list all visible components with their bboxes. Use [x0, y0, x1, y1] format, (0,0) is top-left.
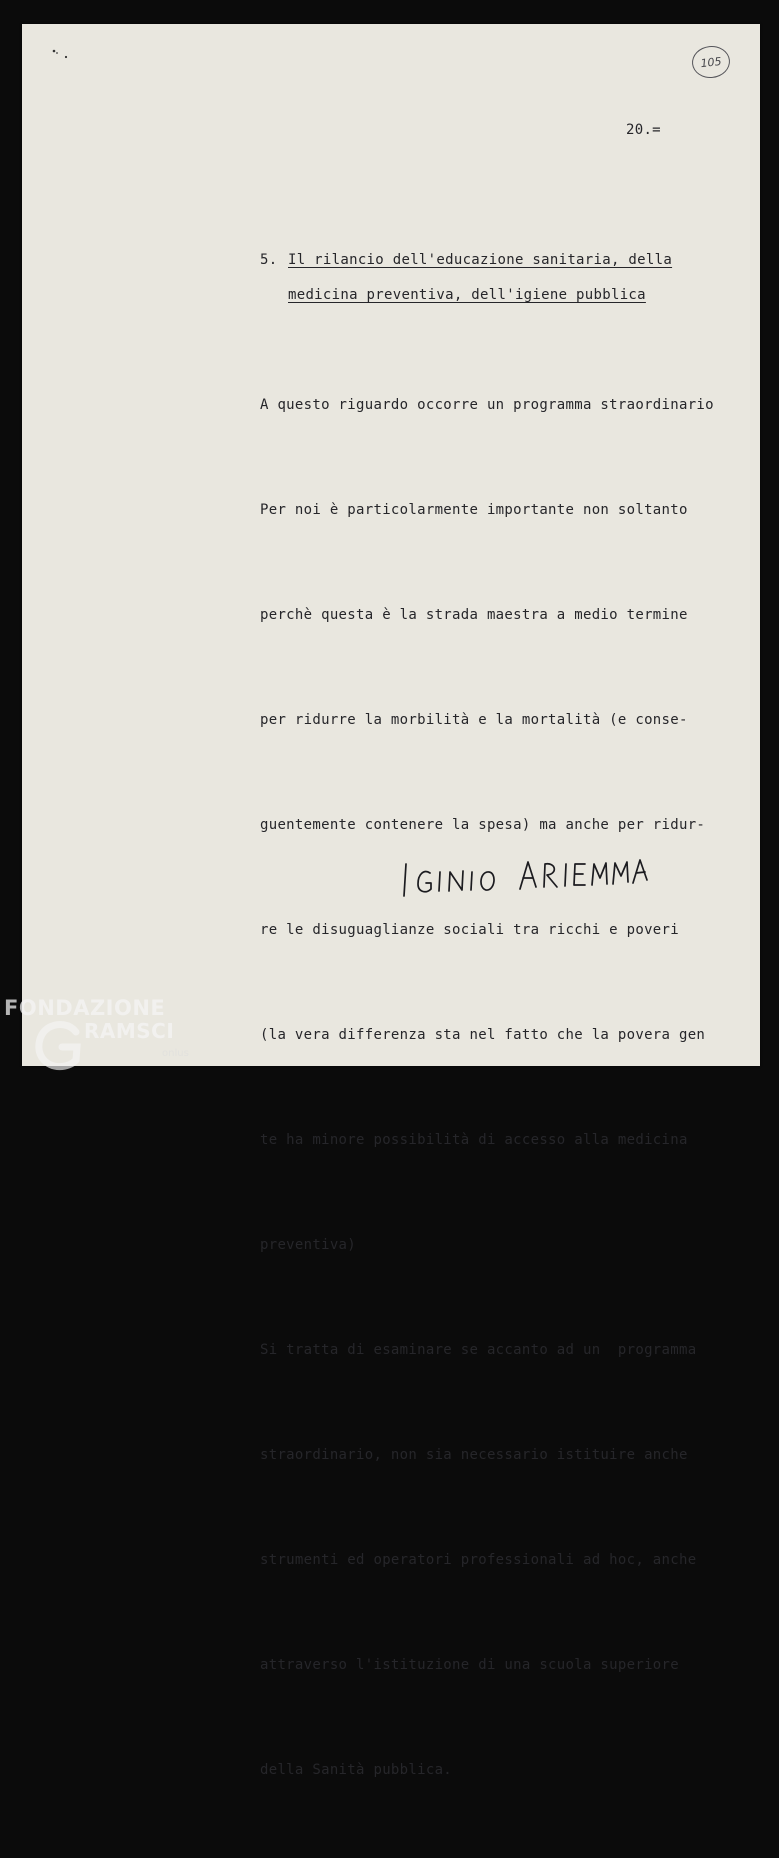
body-line: per ridurre la morbilità e la mortalità (e conse-: [260, 712, 688, 728]
section-title-line-2: medicina preventiva, dell'igiene pubblica: [288, 287, 646, 303]
watermark-suffix: onlus: [162, 1048, 189, 1059]
body-line: Per noi è particolarmente importante non soltanto: [260, 502, 688, 518]
body-line: re le disuguaglianze sociali tra ricchi e poveri: [260, 922, 679, 938]
archive-number-stamp: 105: [690, 44, 731, 80]
body-line: Si tratta di esaminare se accanto ad un programma: [260, 1342, 697, 1358]
body-line: perchè questa è la strada maestra a medio termine: [260, 607, 688, 623]
paper-specks: [50, 48, 70, 60]
body-line: attraverso l'istituzione di una scuola superiore: [260, 1657, 679, 1673]
body-line: (la vera differenza sta nel fatto che la povera gen: [260, 1027, 706, 1043]
page-number: 20.=: [626, 122, 661, 138]
watermark-line-2: RAMSCI: [84, 1019, 175, 1043]
watermark-g-logo-icon: [30, 1016, 88, 1074]
section-title-line-1: Il rilancio dell'educazione sanitaria, della: [288, 252, 673, 268]
section-heading: [260, 243, 672, 313]
archive-watermark-logo: [4, 996, 194, 1076]
section-number: 5.: [260, 252, 278, 268]
body-line: A questo riguardo occorre un programma straordinario: [260, 397, 714, 413]
body-text: [260, 318, 714, 1858]
watermark-line-1: FONDAZIONE: [4, 996, 166, 1020]
body-line: della Sanità pubblica.: [260, 1762, 453, 1778]
body-line: guentemente contenere la spesa) ma anche per ridur-: [260, 817, 706, 833]
body-line: preventiva): [260, 1237, 357, 1253]
body-line: te ha minore possibilità di accesso alla medicina: [260, 1132, 688, 1148]
body-line: strumenti ed operatori professionali ad hoc, anche: [260, 1552, 697, 1568]
body-line: straordinario, non sia necessario istituire anche: [260, 1447, 688, 1463]
document-page: [22, 24, 760, 1778]
handwritten-signature: [400, 856, 650, 902]
